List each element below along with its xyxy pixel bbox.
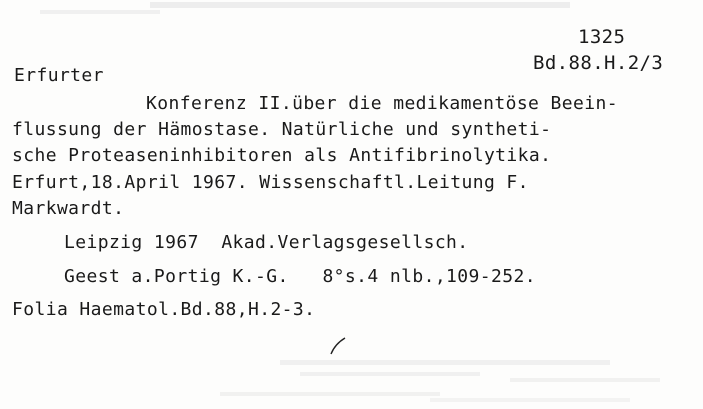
body-line: sche Proteaseninhibitoren als Antifibrinolytika. [12,145,552,166]
shelfmark: Bd.88.H.2/3 [533,52,664,74]
pencil-mark-icon [325,330,355,360]
author-format-line: Geest a.Portig K.-G. 8°s.4 nlb.,109-252. [64,266,536,287]
body-line: Markwardt. [12,198,125,219]
card-heading: Erfurter [14,65,104,86]
series-line: Folia Haematol.Bd.88,H.2-3. [12,299,316,320]
body-line: flussung der Hämostase. Natürliche und syntheti- [12,119,552,140]
accession-number: 1325 [578,26,626,48]
publication-line: Leipzig 1967 Akad.Verlagsgesellsch. [64,232,469,253]
body-line: Konferenz II.über die medikamentöse Beein- [146,93,618,114]
body-line: Erfurt,18.April 1967. Wissenschaftl.Leitung F. [12,172,529,193]
